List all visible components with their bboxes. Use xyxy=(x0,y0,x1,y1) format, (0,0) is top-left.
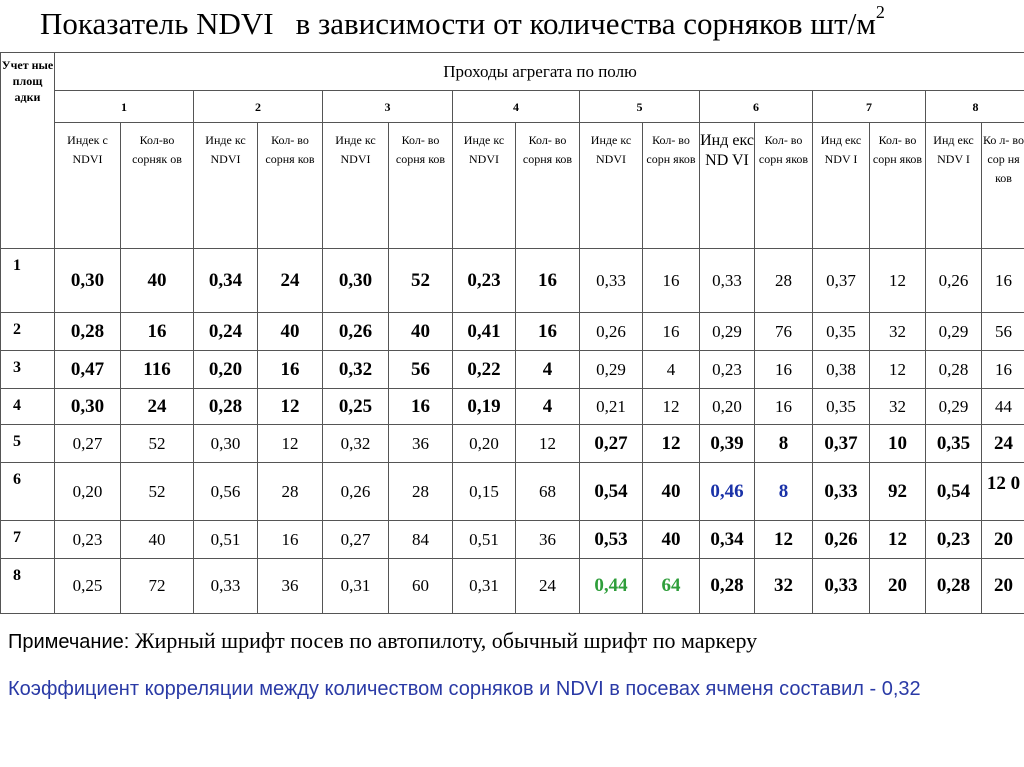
ndvi-cell: 0,33 xyxy=(813,559,870,614)
weeds-cell: 116 xyxy=(121,351,194,389)
pass-header-1: 1 xyxy=(55,91,194,123)
weeds-subheader-6: Кол- во сорн яков xyxy=(755,123,813,249)
ndvi-cell: 0,46 xyxy=(700,463,755,521)
weeds-subheader-8: Ко л- во сор ня ков xyxy=(982,123,1024,249)
table-row xyxy=(1,313,1024,351)
weeds-cell: 16 xyxy=(516,249,580,313)
ndvi-subheader-6: Инд екс ND VI xyxy=(700,123,755,249)
ndvi-cell: 0,28 xyxy=(55,313,121,351)
ndvi-cell: 0,30 xyxy=(55,249,121,313)
ndvi-cell: 0,26 xyxy=(926,249,982,313)
ndvi-cell: 0,32 xyxy=(323,351,389,389)
ndvi-cell: 0,30 xyxy=(194,425,258,463)
weeds-subheader-3: Кол- во сорня ков xyxy=(389,123,453,249)
weeds-cell: 12 xyxy=(258,425,323,463)
weeds-cell: 16 xyxy=(643,249,700,313)
ndvi-cell: 0,26 xyxy=(323,463,389,521)
weeds-cell: 52 xyxy=(121,463,194,521)
table-row xyxy=(1,351,1024,389)
weeds-cell: 60 xyxy=(389,559,453,614)
pass-header-7: 7 xyxy=(813,91,926,123)
ndvi-cell: 0,35 xyxy=(813,313,870,351)
ndvi-cell: 0,24 xyxy=(194,313,258,351)
weeds-cell: 76 xyxy=(755,313,813,351)
weeds-cell: 12 xyxy=(755,521,813,559)
weeds-subheader-2: Кол- во сорня ков xyxy=(258,123,323,249)
ndvi-subheader-7: Инд екс NDV I xyxy=(813,123,870,249)
weeds-cell: 92 xyxy=(870,463,926,521)
ndvi-subheader-8: Инд екс NDV I xyxy=(926,123,982,249)
weeds-cell: 28 xyxy=(258,463,323,521)
weeds-cell: 36 xyxy=(516,521,580,559)
table-row xyxy=(1,249,1024,313)
weeds-cell: 40 xyxy=(121,521,194,559)
weeds-cell: 56 xyxy=(982,313,1024,351)
ndvi-cell: 0,54 xyxy=(926,463,982,521)
weeds-cell: 16 xyxy=(982,249,1024,313)
pass-header-4: 4 xyxy=(453,91,580,123)
weeds-cell: 16 xyxy=(258,351,323,389)
ndvi-cell: 0,27 xyxy=(580,425,643,463)
table-row xyxy=(1,425,1024,463)
corner-header: Учет ные площ адки xyxy=(1,53,55,249)
ndvi-subheader-2: Инде кс NDVI xyxy=(194,123,258,249)
ndvi-subheader-5: Инде кс NDVI xyxy=(580,123,643,249)
ndvi-cell: 0,25 xyxy=(323,389,389,425)
ndvi-cell: 0,35 xyxy=(813,389,870,425)
weeds-cell: 40 xyxy=(643,463,700,521)
ndvi-cell: 0,54 xyxy=(580,463,643,521)
ndvi-cell: 0,31 xyxy=(453,559,516,614)
ndvi-cell: 0,53 xyxy=(580,521,643,559)
weeds-cell: 32 xyxy=(755,559,813,614)
pass-header-5: 5 xyxy=(580,91,700,123)
ndvi-subheader-3: Инде кс NDVI xyxy=(323,123,389,249)
weeds-cell: 8 xyxy=(755,463,813,521)
ndvi-cell: 0,23 xyxy=(926,521,982,559)
ndvi-cell: 0,37 xyxy=(813,425,870,463)
ndvi-cell: 0,28 xyxy=(926,351,982,389)
plot-label: 5 xyxy=(1,425,55,463)
ndvi-cell: 0,29 xyxy=(926,313,982,351)
ndvi-cell: 0,41 xyxy=(453,313,516,351)
ndvi-cell: 0,20 xyxy=(55,463,121,521)
table-row xyxy=(1,521,1024,559)
weeds-cell: 12 xyxy=(643,389,700,425)
weeds-cell: 16 xyxy=(258,521,323,559)
plot-label: 3 xyxy=(1,351,55,389)
ndvi-cell: 0,51 xyxy=(453,521,516,559)
weeds-subheader-7: Кол- во сорн яков xyxy=(870,123,926,249)
ndvi-cell: 0,23 xyxy=(700,351,755,389)
pass-header-8: 8 xyxy=(926,91,1024,123)
weeds-cell: 12 xyxy=(870,249,926,313)
note-label: Примечание: xyxy=(8,631,130,653)
weeds-subheader-5: Кол- во сорн яков xyxy=(643,123,700,249)
ndvi-cell: 0,39 xyxy=(700,425,755,463)
weeds-cell: 12 xyxy=(516,425,580,463)
weeds-cell: 72 xyxy=(121,559,194,614)
table-row xyxy=(1,463,1024,521)
ndvi-cell: 0,28 xyxy=(926,559,982,614)
weeds-cell: 32 xyxy=(870,313,926,351)
ndvi-cell: 0,47 xyxy=(55,351,121,389)
weeds-cell: 40 xyxy=(389,313,453,351)
weeds-cell: 56 xyxy=(389,351,453,389)
weeds-cell: 4 xyxy=(643,351,700,389)
ndvi-cell: 0,23 xyxy=(55,521,121,559)
weeds-cell: 24 xyxy=(258,249,323,313)
correlation-text: Коэффициент корреляции между количеством сорняков и NDVI в посевах ячменя составил - 0,32 xyxy=(8,678,921,700)
weeds-cell: 16 xyxy=(755,351,813,389)
pass-header-3: 3 xyxy=(323,91,453,123)
weeds-cell: 40 xyxy=(121,249,194,313)
weeds-cell: 28 xyxy=(389,463,453,521)
ndvi-cell: 0,15 xyxy=(453,463,516,521)
ndvi-subheader-4: Инде кс NDVI xyxy=(453,123,516,249)
ndvi-subheader-1: Индек с NDVI xyxy=(55,123,121,249)
plot-label: 4 xyxy=(1,389,55,425)
page-title xyxy=(40,2,1020,42)
ndvi-cell: 0,33 xyxy=(700,249,755,313)
weeds-cell: 16 xyxy=(643,313,700,351)
ndvi-cell: 0,20 xyxy=(194,351,258,389)
plot-label: 7 xyxy=(1,521,55,559)
weeds-subheader-4: Кол- во сорня ков xyxy=(516,123,580,249)
weeds-cell: 32 xyxy=(870,389,926,425)
ndvi-cell: 0,51 xyxy=(194,521,258,559)
weeds-subheader-1: Кол-во сорняк ов xyxy=(121,123,194,249)
weeds-cell: 12 xyxy=(258,389,323,425)
weeds-cell: 28 xyxy=(755,249,813,313)
ndvi-cell: 0,25 xyxy=(55,559,121,614)
weeds-cell: 4 xyxy=(516,351,580,389)
title-rest: в зависимости от количества сорняков шт/м xyxy=(295,6,876,41)
ndvi-cell: 0,30 xyxy=(323,249,389,313)
ndvi-cell: 0,20 xyxy=(453,425,516,463)
weeds-cell: 20 xyxy=(982,521,1024,559)
ndvi-cell: 0,29 xyxy=(700,313,755,351)
weeds-cell: 12 xyxy=(643,425,700,463)
weeds-cell: 20 xyxy=(982,559,1024,614)
weeds-cell: 16 xyxy=(982,351,1024,389)
ndvi-cell: 0,28 xyxy=(700,559,755,614)
ndvi-cell: 0,31 xyxy=(323,559,389,614)
plot-label: 2 xyxy=(1,313,55,351)
ndvi-cell: 0,22 xyxy=(453,351,516,389)
weeds-cell: 4 xyxy=(516,389,580,425)
plot-label: 6 xyxy=(1,463,55,521)
ndvi-cell: 0,33 xyxy=(194,559,258,614)
weeds-cell: 12 xyxy=(870,351,926,389)
ndvi-cell: 0,21 xyxy=(580,389,643,425)
ndvi-cell: 0,26 xyxy=(323,313,389,351)
title-superscript: 2 xyxy=(875,2,885,22)
ndvi-cell: 0,26 xyxy=(813,521,870,559)
weeds-cell: 40 xyxy=(643,521,700,559)
ndvi-cell: 0,26 xyxy=(580,313,643,351)
plot-label: 1 xyxy=(1,249,55,313)
ndvi-cell: 0,33 xyxy=(813,463,870,521)
weeds-cell: 84 xyxy=(389,521,453,559)
weeds-cell: 52 xyxy=(389,249,453,313)
weeds-cell: 10 xyxy=(870,425,926,463)
ndvi-cell: 0,33 xyxy=(580,249,643,313)
weeds-cell: 12 xyxy=(870,521,926,559)
ndvi-cell: 0,56 xyxy=(194,463,258,521)
weeds-cell: 52 xyxy=(121,425,194,463)
weeds-cell: 12 0 xyxy=(982,463,1024,521)
weeds-cell: 24 xyxy=(121,389,194,425)
ndvi-cell: 0,35 xyxy=(926,425,982,463)
ndvi-cell: 0,34 xyxy=(194,249,258,313)
ndvi-cell: 0,29 xyxy=(580,351,643,389)
weeds-cell: 36 xyxy=(258,559,323,614)
weeds-cell: 8 xyxy=(755,425,813,463)
ndvi-cell: 0,27 xyxy=(55,425,121,463)
ndvi-cell: 0,30 xyxy=(55,389,121,425)
ndvi-table xyxy=(0,52,1024,614)
plot-label: 8 xyxy=(1,559,55,614)
weeds-cell: 20 xyxy=(870,559,926,614)
weeds-cell: 16 xyxy=(516,313,580,351)
group-header: Проходы агрегата по полю xyxy=(55,53,1024,91)
weeds-cell: 64 xyxy=(643,559,700,614)
weeds-cell: 68 xyxy=(516,463,580,521)
ndvi-cell: 0,37 xyxy=(813,249,870,313)
table-row xyxy=(1,389,1024,425)
ndvi-cell: 0,28 xyxy=(194,389,258,425)
weeds-cell: 16 xyxy=(755,389,813,425)
ndvi-cell: 0,34 xyxy=(700,521,755,559)
table-row xyxy=(1,559,1024,614)
pass-header-6: 6 xyxy=(700,91,813,123)
ndvi-cell: 0,27 xyxy=(323,521,389,559)
weeds-cell: 16 xyxy=(121,313,194,351)
ndvi-cell: 0,29 xyxy=(926,389,982,425)
ndvi-cell: 0,20 xyxy=(700,389,755,425)
ndvi-cell: 0,19 xyxy=(453,389,516,425)
weeds-cell: 16 xyxy=(389,389,453,425)
ndvi-cell: 0,44 xyxy=(580,559,643,614)
ndvi-cell: 0,32 xyxy=(323,425,389,463)
weeds-cell: 36 xyxy=(389,425,453,463)
weeds-cell: 40 xyxy=(258,313,323,351)
weeds-cell: 24 xyxy=(516,559,580,614)
weeds-cell: 24 xyxy=(982,425,1024,463)
pass-header-2: 2 xyxy=(194,91,323,123)
ndvi-cell: 0,38 xyxy=(813,351,870,389)
title-main: Показатель NDVI xyxy=(40,6,274,41)
ndvi-cell: 0,23 xyxy=(453,249,516,313)
weeds-cell: 44 xyxy=(982,389,1024,425)
note xyxy=(8,628,757,654)
note-text: Жирный шрифт посев по автопилоту, обычный шрифт по маркеру xyxy=(134,628,758,653)
